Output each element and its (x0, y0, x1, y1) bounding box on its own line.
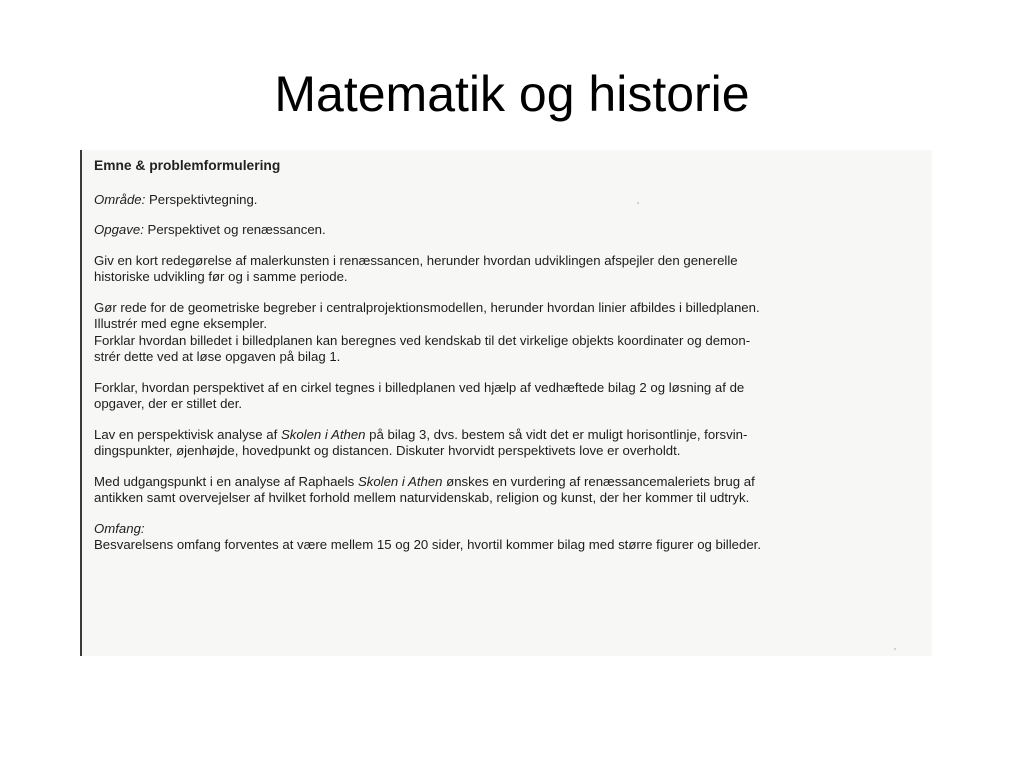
text-line: strér dette ved at løse opgaven på bilag 1. (94, 349, 341, 364)
omraade-label: Område: (94, 191, 146, 207)
omraade-value: Perspektivtegning. (145, 191, 258, 207)
text-line: Forklar hvordan billedet i billedplanen kan beregnes ved kendskab til det virkelige objekts koordinater og demon- (94, 332, 751, 348)
text-line: antikken samt overvejelser af hvilket forhold mellem naturvidenskab, religion og kunst, der her kommer til udtryk. (94, 490, 750, 505)
scanned-document (80, 150, 932, 656)
paragraph-analysis (94, 427, 922, 460)
text-fragment: Med udgangspunkt i en analyse af Raphaels (94, 473, 358, 489)
text-line (94, 427, 922, 444)
text-fragment: Lav en perspektivisk analyse af (94, 426, 281, 442)
text-line: Gør rede for de geometriske begreber i centralprojektionsmodellen, herunder hvordan linier afbildes i billedplanen. (94, 299, 760, 315)
text-line (94, 474, 922, 491)
scan-speck (894, 648, 896, 650)
paragraph-evaluation (94, 474, 922, 507)
slide-title: Matematik og historie (274, 66, 750, 122)
text-line: Giv en kort redegørelse af malerkunsten i renæssancen, herunder hvordan udviklingen afspejler den generelle (94, 252, 738, 268)
artwork-title: Skolen i Athen (280, 426, 366, 442)
opgave-label: Opgave: (94, 222, 144, 237)
text-line: opgaver, der er stillet der. (94, 396, 243, 411)
scan-speck (637, 202, 639, 204)
text-line: Forklar, hvordan perspektivet af en cirkel tegnes i billedplanen ved hjælp af vedhæftede bilag 2 og løsning af de (94, 379, 745, 395)
omfang-value: Besvarelsens omfang forventes at være mellem 15 og 20 sider, hvortil kommer bilag med større figurer og billeder. (94, 537, 761, 552)
text-line: historiske udvikling før og i samme periode. (94, 269, 348, 284)
text-line: Illustrér med egne eksempler. (94, 316, 267, 331)
paragraph-circle (94, 380, 922, 413)
omfang-label: Omfang: (94, 520, 145, 536)
document-heading: Emne & problemformulering (94, 158, 281, 173)
text-fragment: ønskes en vurdering af renæssancemaleriets brug af (442, 473, 755, 489)
omraade-line (94, 192, 922, 209)
paragraph-renaissance (94, 253, 922, 286)
paragraph-geometry (94, 300, 922, 366)
opgave-line (94, 222, 922, 239)
omfang-block (94, 521, 922, 554)
text-line: dingspunkter, øjenhøjde, hovedpunkt og distancen. Diskuter hvorvidt perspektivets love er overholdt. (94, 443, 681, 458)
artwork-title: Skolen i Athen (357, 473, 443, 489)
text-fragment: på bilag 3, dvs. bestem så vidt det er muligt horisontlinje, forsvin- (365, 426, 748, 442)
opgave-value: Perspektivet og renæssancen. (143, 222, 326, 237)
